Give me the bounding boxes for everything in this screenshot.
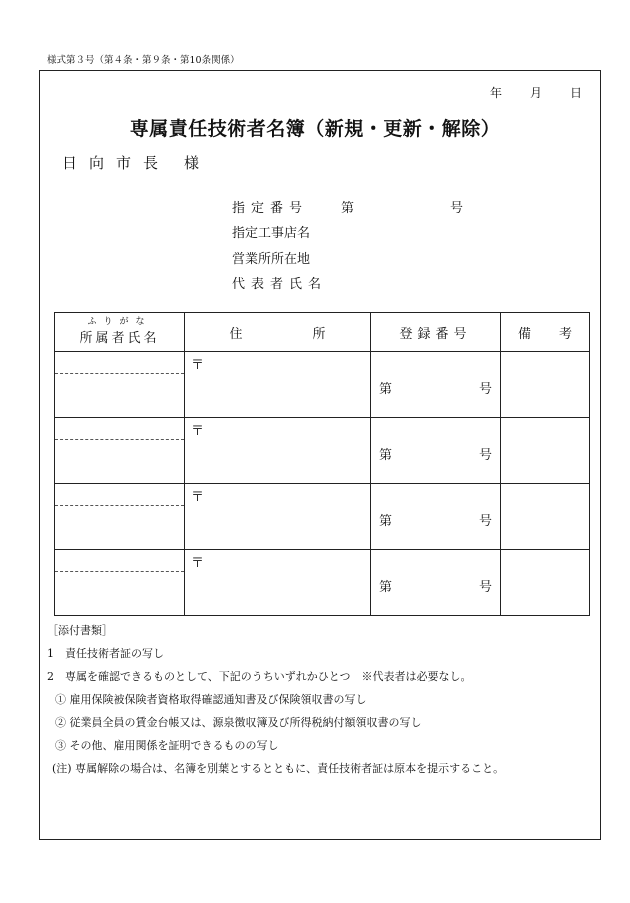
reg-prefix: 第 xyxy=(379,448,393,463)
table-row xyxy=(55,550,590,616)
registry-table xyxy=(54,312,590,616)
date-month-label: 月 xyxy=(530,86,543,100)
designation-number-suffix: 号 xyxy=(450,201,464,216)
address-cell[interactable] xyxy=(185,418,371,484)
reg-suffix: 号 xyxy=(478,580,492,595)
addressee-name: 日向市長 xyxy=(62,154,171,172)
attachment-sub-3: ③ その他、雇用関係を証明できるものの写し xyxy=(55,739,279,752)
designation-number-label: 指定番号 xyxy=(232,201,309,216)
header-remarks-label-1: 備 xyxy=(517,326,531,342)
address-cell[interactable] xyxy=(185,550,371,616)
attachment-item-2: 2 専属を確認できるものとして、下記のうちいずれかひとつ ※代表者は必要なし。 xyxy=(47,670,472,683)
postal-mark: 〒 xyxy=(191,424,205,439)
reg-prefix: 第 xyxy=(379,514,393,529)
attachment-sub-1: ① 雇用保険被保険者資格取得確認通知書及び保険領収書の写し xyxy=(55,693,367,706)
remarks-cell[interactable] xyxy=(501,418,590,484)
remarks-cell[interactable] xyxy=(501,352,590,418)
name-cell[interactable] xyxy=(55,418,185,484)
reg-number-cell[interactable] xyxy=(371,550,501,616)
reg-suffix: 号 xyxy=(478,514,492,529)
furigana-divider xyxy=(55,505,184,506)
reg-number-cell[interactable] xyxy=(371,484,501,550)
reg-suffix: 号 xyxy=(478,448,492,463)
page-title: 専属責任技術者名簿（新規・更新・解除） xyxy=(129,118,501,140)
postal-mark: 〒 xyxy=(191,358,205,373)
furigana-divider xyxy=(55,571,184,572)
table-row xyxy=(55,484,590,550)
representative-label: 代表者氏名 xyxy=(232,277,328,292)
attachments-heading: ［添付書類］ xyxy=(47,624,113,637)
reg-suffix: 号 xyxy=(478,382,492,397)
date-year-label: 年 xyxy=(490,86,503,100)
postal-mark: 〒 xyxy=(191,556,205,571)
header-furigana: ふりがな xyxy=(87,316,152,327)
furigana-divider xyxy=(55,373,184,374)
attachment-note: (注) 専属解除の場合は、名簿を別葉とするとともに、責任技術者証は原本を提示すること。 xyxy=(52,762,505,775)
address-cell[interactable] xyxy=(185,484,371,550)
reg-number-cell[interactable] xyxy=(371,418,501,484)
table-row xyxy=(55,352,590,418)
reg-prefix: 第 xyxy=(379,382,393,397)
attachment-sub-2: ② 従業員全員の賃金台帳又は、源泉徴収簿及び所得税納付額領収書の写し xyxy=(55,716,422,729)
form-number: 様式第３号（第４条・第９条・第10条関係） xyxy=(47,55,240,66)
header-name xyxy=(55,313,185,352)
addressee xyxy=(62,152,199,173)
header-reg-number xyxy=(371,313,501,352)
remarks-cell[interactable] xyxy=(501,550,590,616)
office-address-label: 営業所所在地 xyxy=(232,252,311,267)
name-cell[interactable] xyxy=(55,352,185,418)
addressee-honorific: 様 xyxy=(184,154,200,172)
header-address-label-2: 所 xyxy=(312,326,326,342)
attachment-item-1: 1 責任技術者証の写し xyxy=(47,647,164,660)
table-row xyxy=(55,418,590,484)
remarks-cell[interactable] xyxy=(501,484,590,550)
name-cell[interactable] xyxy=(55,550,185,616)
designation-number-prefix[interactable]: 第 xyxy=(341,201,355,216)
reg-prefix: 第 xyxy=(379,580,393,595)
date-day-label: 日 xyxy=(570,86,583,100)
header-address-label-1: 住 xyxy=(229,326,243,342)
company-name-label: 指定工事店名 xyxy=(232,226,311,241)
address-cell[interactable] xyxy=(185,352,371,418)
header-reg-number-label: 登録番号 xyxy=(399,326,472,342)
header-name-label: 所属者氏名 xyxy=(79,330,160,346)
reg-number-cell[interactable] xyxy=(371,352,501,418)
header-remarks xyxy=(501,313,590,352)
header-remarks-label-2: 考 xyxy=(559,326,573,342)
table-header-row xyxy=(55,313,590,352)
postal-mark: 〒 xyxy=(191,490,205,505)
furigana-divider xyxy=(55,439,184,440)
header-address xyxy=(185,313,371,352)
name-cell[interactable] xyxy=(55,484,185,550)
